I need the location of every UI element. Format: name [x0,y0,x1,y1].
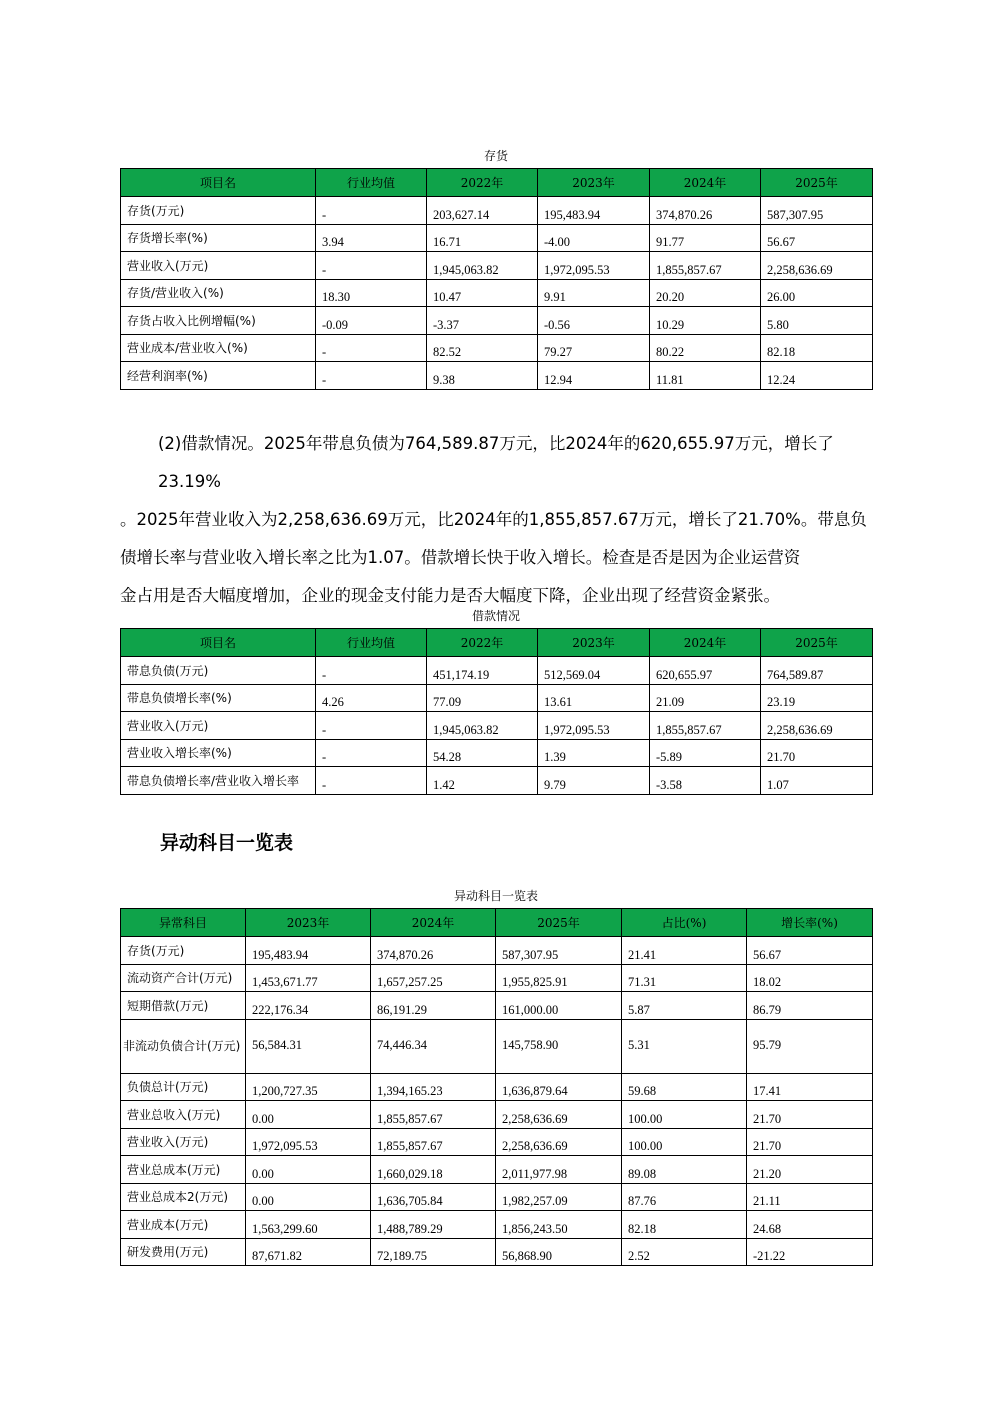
table-cell: 1,855,857.67 [650,712,761,740]
row-label-cell: 营业总成本(万元) [121,1156,246,1184]
table-cell: 26.00 [761,279,873,307]
table-cell: 21.41 [622,937,747,965]
table-cell: 95.79 [747,1019,873,1073]
table-cell: 9.38 [427,362,538,390]
table-cell: 620,655.97 [650,657,761,685]
table-cell: 3.94 [316,224,427,252]
column-header: 2023年 [246,909,371,937]
table-cell: 74,446.34 [371,1019,496,1073]
table-cell: 1,394,165.23 [371,1073,496,1101]
table-cell: - [316,657,427,685]
row-label-cell: 存货增长率(%) [121,224,316,252]
table-cell: 82.52 [427,334,538,362]
table-cell: 1,657,257.25 [371,964,496,992]
table-row [121,964,873,992]
table-header-row [121,629,873,657]
table-cell: 77.09 [427,684,538,712]
row-label-cell: 营业总成本2(万元) [121,1183,246,1211]
table-cell: 59.68 [622,1073,747,1101]
row-label-cell: 流动资产合计(万元) [121,964,246,992]
table-cell: 374,870.26 [650,197,761,225]
table-cell: 2.52 [622,1238,747,1266]
table-cell: 89.08 [622,1156,747,1184]
table-cell: -0.56 [538,307,650,335]
table-cell: 222,176.34 [246,992,371,1020]
table-cell: 21.70 [747,1101,873,1129]
table-cell: 5.31 [622,1019,747,1073]
table-cell: 1,488,789.29 [371,1211,496,1239]
column-header: 2022年 [427,629,538,657]
table-cell: 1,955,825.91 [496,964,622,992]
column-header: 2025年 [761,629,873,657]
table-cell: 1,972,095.53 [538,712,650,740]
table-cell: 1.07 [761,767,873,795]
table-cell: 9.79 [538,767,650,795]
table-cell: 56.67 [747,937,873,965]
row-label-cell: 营业收入(万元) [121,712,316,740]
table-cell: 451,174.19 [427,657,538,685]
table-header-row [121,909,873,937]
table-cell: 10.47 [427,279,538,307]
table-cell: 1,660,029.18 [371,1156,496,1184]
column-header: 行业均值 [316,629,427,657]
table-cell: - [316,739,427,767]
row-label-cell: 存货(万元) [121,197,316,225]
table-cell: 1.39 [538,739,650,767]
row-label-cell: 短期借款(万元) [121,992,246,1020]
table-cell: -5.89 [650,739,761,767]
row-label-cell: 存货占收入比例增幅(%) [121,307,316,335]
table-cell: 1,982,257.09 [496,1183,622,1211]
table-cell: 2,011,977.98 [496,1156,622,1184]
table-cell: 5.80 [761,307,873,335]
table-cell: 203,627.14 [427,197,538,225]
table-cell: 21.70 [761,739,873,767]
table-cell: 21.09 [650,684,761,712]
table-cell: -21.22 [747,1238,873,1266]
table-cell: 145,758.90 [496,1019,622,1073]
table-cell: 17.41 [747,1073,873,1101]
table-cell: 1,636,879.64 [496,1073,622,1101]
inventory-table [120,168,873,390]
anomaly-table-caption: 异动科目一览表 [453,889,538,903]
paragraph-line: 债增长率与营业收入增长率之比为1.07。借款增长快于收入增长。检查是否是因为企业运营资 [120,548,801,567]
table-cell: 13.61 [538,684,650,712]
table-cell: 21.11 [747,1183,873,1211]
column-header: 增长率(%) [747,909,873,937]
table-cell: 23.19 [761,684,873,712]
borrowing-table [120,628,873,795]
table-cell: 1,945,063.82 [427,712,538,740]
table-cell: -0.09 [316,307,427,335]
table-cell: 0.00 [246,1156,371,1184]
row-label-cell: 营业成本(万元) [121,1211,246,1239]
table-cell: 87,671.82 [246,1238,371,1266]
column-header: 2025年 [761,169,873,197]
table-row [121,712,873,740]
table-row [121,197,873,225]
table-cell: - [316,362,427,390]
table-cell: 20.20 [650,279,761,307]
table-header-row [121,169,873,197]
table-cell: -4.00 [538,224,650,252]
table-row [121,1156,873,1184]
table-cell: 12.24 [761,362,873,390]
anomaly-table [120,908,873,1266]
column-header: 占比(%) [622,909,747,937]
table-cell: 82.18 [622,1211,747,1239]
table-cell: 5.87 [622,992,747,1020]
column-header: 2024年 [371,909,496,937]
table-cell: 9.91 [538,279,650,307]
table-row [121,252,873,280]
inventory-table-caption: 存货 [483,149,508,163]
paragraph-line: (2)借款情况。2025年带息负债为764,589.87万元，比2024年的620,655.97万元，增长了23.19% [158,434,834,491]
table-row [121,684,873,712]
table-cell: 764,589.87 [761,657,873,685]
table-cell: 86.79 [747,992,873,1020]
table-cell: 21.20 [747,1156,873,1184]
table-cell: 374,870.26 [371,937,496,965]
table-row [121,767,873,795]
table-cell: 12.94 [538,362,650,390]
column-header: 2025年 [496,909,622,937]
column-header: 项目名 [121,629,316,657]
row-label-cell: 带息负债增长率/营业收入增长率 [121,767,316,795]
table-cell: 54.28 [427,739,538,767]
row-label-cell: 存货/营业收入(%) [121,279,316,307]
table-cell: 1,563,299.60 [246,1211,371,1239]
table-row [121,1101,873,1129]
table-cell: - [316,197,427,225]
row-label-cell: 营业收入(万元) [121,252,316,280]
table-row [121,279,873,307]
paragraph-line: 。2025年营业收入为2,258,636.69万元，比2024年的1,855,857.67万元，增长了21.70%。带息负 [120,510,867,529]
table-cell: 72,189.75 [371,1238,496,1266]
row-label-cell: 负债总计(万元) [121,1073,246,1101]
table-cell: 195,483.94 [538,197,650,225]
column-header: 项目名 [121,169,316,197]
table-cell: 80.22 [650,334,761,362]
table-cell: -3.58 [650,767,761,795]
table-cell: 56,868.90 [496,1238,622,1266]
table-cell: 1,855,857.67 [371,1128,496,1156]
borrowing-analysis-paragraph [120,425,892,615]
table-row [121,1019,873,1073]
table-row [121,224,873,252]
table-cell: 18.02 [747,964,873,992]
table-cell: 91.77 [650,224,761,252]
table-cell: 100.00 [622,1128,747,1156]
table-cell: 587,307.95 [761,197,873,225]
row-label-cell: 带息负债(万元) [121,657,316,685]
table-cell: 2,258,636.69 [496,1101,622,1129]
table-row [121,657,873,685]
table-cell: 1,856,243.50 [496,1211,622,1239]
table-cell: 512,569.04 [538,657,650,685]
table-cell: 4.26 [316,684,427,712]
table-cell: 79.27 [538,334,650,362]
table-row [121,362,873,390]
table-cell: - [316,767,427,795]
table-cell: 1,972,095.53 [246,1128,371,1156]
table-row [121,1238,873,1266]
table-cell: 100.00 [622,1101,747,1129]
table-cell: - [316,334,427,362]
table-cell: 24.68 [747,1211,873,1239]
table-cell: 1.42 [427,767,538,795]
paragraph-line: 金占用是否大幅度增加，企业的现金支付能力是否大幅度下降，企业出现了经营资金紧张。 [120,586,780,605]
table-cell: 2,258,636.69 [761,712,873,740]
table-cell: 10.29 [650,307,761,335]
column-header: 2023年 [538,169,650,197]
table-cell: 0.00 [246,1183,371,1211]
table-cell: 56,584.31 [246,1019,371,1073]
table-cell: 1,636,705.84 [371,1183,496,1211]
column-header: 异常科目 [121,909,246,937]
table-row [121,937,873,965]
table-cell: 1,453,671.77 [246,964,371,992]
row-label-cell: 非流动负债合计(万元) [121,1019,246,1073]
table-cell: 71.31 [622,964,747,992]
table-row [121,334,873,362]
row-label-cell: 存货(万元) [121,937,246,965]
table-cell: 587,307.95 [496,937,622,965]
table-row [121,992,873,1020]
table-row [121,307,873,335]
row-label-cell: 营业收入增长率(%) [121,739,316,767]
row-label-cell: 营业总收入(万元) [121,1101,246,1129]
table-cell: - [316,712,427,740]
table-cell: 1,972,095.53 [538,252,650,280]
table-row [121,1211,873,1239]
column-header: 2022年 [427,169,538,197]
table-cell: 161,000.00 [496,992,622,1020]
column-header: 2024年 [650,629,761,657]
column-header: 2024年 [650,169,761,197]
table-cell: 21.70 [747,1128,873,1156]
table-cell: 87.76 [622,1183,747,1211]
borrowing-table-caption: 借款情况 [471,609,520,623]
table-row [121,739,873,767]
table-cell: 0.00 [246,1101,371,1129]
table-cell: 56.67 [761,224,873,252]
table-cell: 1,855,857.67 [650,252,761,280]
table-cell: 86,191.29 [371,992,496,1020]
row-label-cell: 带息负债增长率(%) [121,684,316,712]
table-row [121,1128,873,1156]
table-cell: 16.71 [427,224,538,252]
section-heading: 异动科目一览表 [160,832,294,854]
table-cell: 2,258,636.69 [761,252,873,280]
table-row [121,1073,873,1101]
table-cell: 2,258,636.69 [496,1128,622,1156]
table-cell: -3.37 [427,307,538,335]
row-label-cell: 营业成本/营业收入(%) [121,334,316,362]
table-row [121,1183,873,1211]
table-cell: 11.81 [650,362,761,390]
table-cell: 18.30 [316,279,427,307]
table-cell: 195,483.94 [246,937,371,965]
table-cell: - [316,252,427,280]
row-label-cell: 研发费用(万元) [121,1238,246,1266]
table-cell: 1,945,063.82 [427,252,538,280]
table-cell: 1,200,727.35 [246,1073,371,1101]
table-cell: 1,855,857.67 [371,1101,496,1129]
column-header: 2023年 [538,629,650,657]
column-header: 行业均值 [316,169,427,197]
row-label-cell: 营业收入(万元) [121,1128,246,1156]
table-cell: 82.18 [761,334,873,362]
row-label-cell: 经营利润率(%) [121,362,316,390]
